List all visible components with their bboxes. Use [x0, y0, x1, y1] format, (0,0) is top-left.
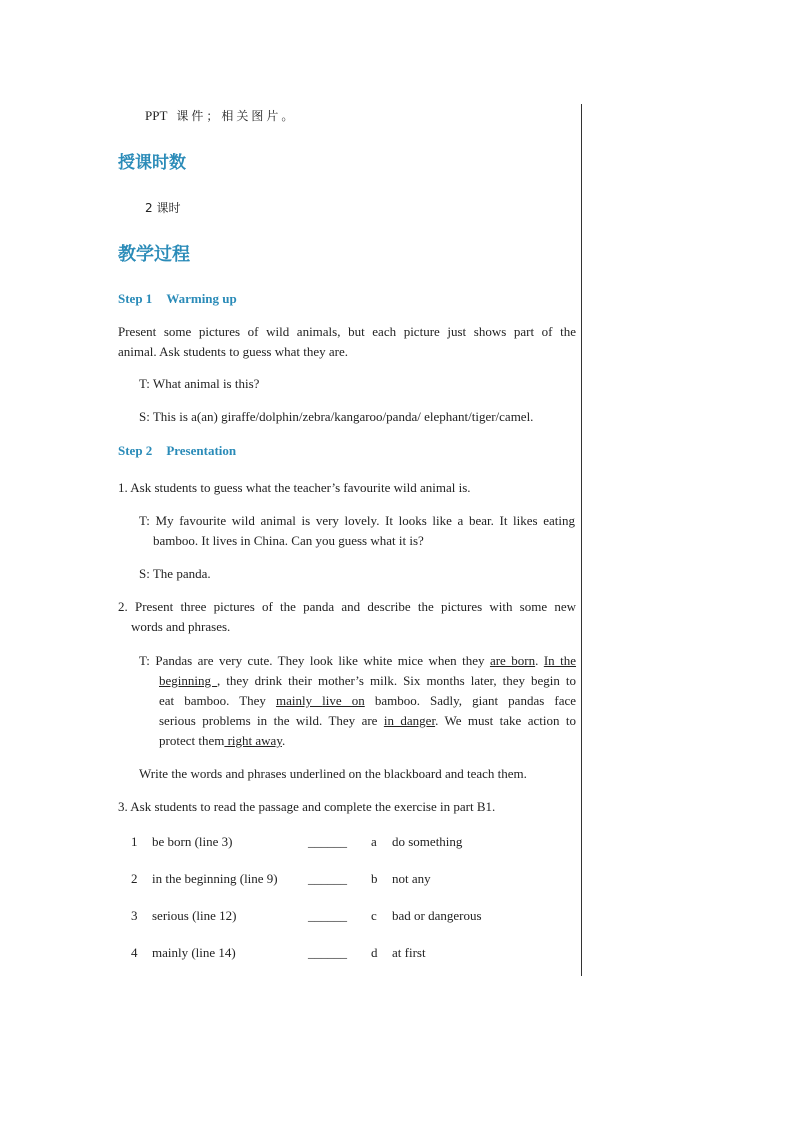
process-heading: 教学过程	[118, 244, 190, 265]
step1-teacher-line: T: What animal is this?	[139, 376, 260, 391]
exercise-row: 1 be born (line 3) ______ a do something	[131, 832, 531, 852]
step1-student-line: S: This is a(an) giraffe/dolphin/zebra/kangaroo/panda/ elephant/tiger/camel.	[139, 409, 534, 424]
exercise-row: 3 serious (line 12) ______ c bad or dangerous	[131, 906, 531, 926]
passage-line3: eat bamboo. They mainly live on bamboo. Sadly, giant pandas face	[159, 693, 576, 708]
passage-line1: T: Pandas are very cute. They look like white mice when they are born. In the	[139, 653, 577, 668]
underlined-beginning: beginning	[159, 673, 218, 688]
passage-line2: beginning , they drink their mother’s milk. Six months later, they begin to	[159, 673, 576, 688]
step2-item2-line1: 2. Present three pictures of the panda and describe the pictures with some new	[118, 599, 576, 614]
step1-para-line2: animal. Ask students to guess what they are.	[118, 344, 348, 359]
step2-s1: S: The panda.	[139, 566, 211, 581]
step1-para-line1: Present some pictures of wild animals, but each picture just shows part of the	[118, 324, 576, 339]
underlined-right-away: right away	[224, 733, 282, 748]
materials-ppt: PPT	[145, 108, 168, 123]
answer-blank: ______	[308, 834, 347, 849]
underlined-live-on: live on	[322, 693, 365, 708]
step1-heading	[118, 289, 237, 309]
step1-label: Step 1	[118, 291, 153, 306]
hours-value: 2 课时	[145, 201, 181, 215]
underlined-in-the: In the	[543, 653, 577, 668]
vertical-rule	[581, 104, 582, 976]
step2-heading	[118, 441, 236, 461]
step1-title: Warming up	[166, 291, 237, 306]
passage-line4: serious problems in the wild. They are in danger. We must take action to	[159, 713, 576, 728]
step2-title: Presentation	[166, 443, 237, 458]
step2-t1-line1: T: My favourite wild animal is very lovely. It looks like a bear. It likes eating	[139, 513, 575, 528]
answer-blank: ______	[308, 908, 347, 923]
answer-blank: ______	[308, 945, 347, 960]
answer-blank: ______	[308, 871, 347, 886]
passage-line5: protect them right away.	[159, 733, 286, 748]
hours-heading: 授课时数	[118, 153, 186, 173]
underlined-are-born: are born	[489, 653, 536, 668]
exercise-row: 2 in the beginning (line 9) ______ b not any	[131, 869, 531, 889]
materials-line	[145, 106, 296, 126]
materials-text: 课件；相关图片。	[176, 109, 297, 123]
step2-label: Step 2	[118, 443, 153, 458]
underlined-in-danger: in danger	[383, 713, 436, 728]
exercise-row: 4 mainly (line 14) ______ d at first	[131, 943, 531, 963]
step2-write-line: Write the words and phrases underlined on the blackboard and teach them.	[139, 766, 527, 781]
step2-t1-line2: bamboo. It lives in China. Can you guess what it is?	[153, 533, 424, 548]
step2-item1: 1. Ask students to guess what the teacher’s favourite wild animal is.	[118, 480, 471, 495]
step2-item2-line2: words and phrases.	[131, 619, 231, 634]
underlined-mainly: mainly	[275, 693, 323, 708]
step2-item3: 3. Ask students to read the passage and complete the exercise in part B1.	[118, 799, 496, 814]
